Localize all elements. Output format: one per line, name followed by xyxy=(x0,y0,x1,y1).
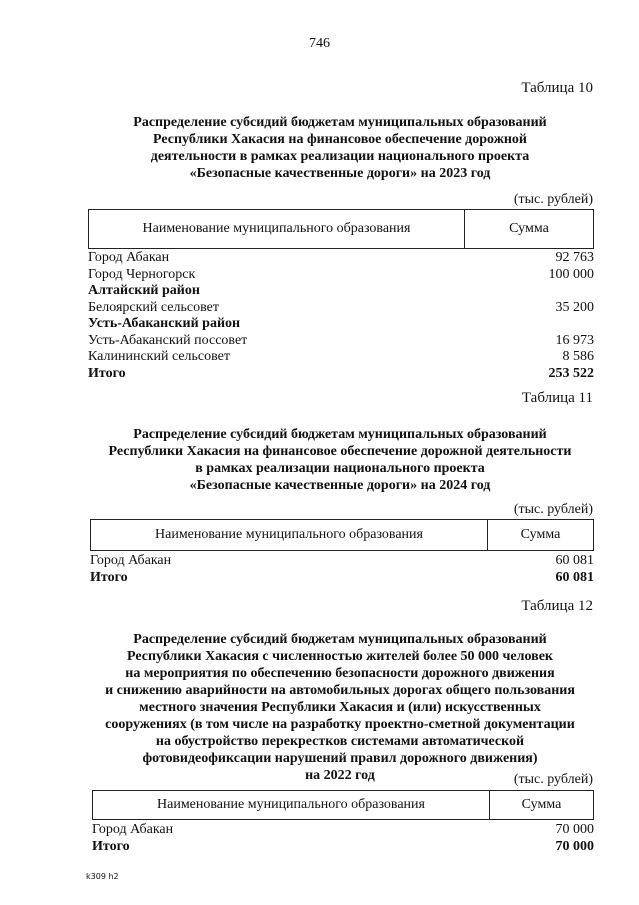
table-label: Таблица 12 xyxy=(521,598,593,614)
table-row-total: Итого 70 000 xyxy=(92,838,594,854)
table-row-total: Итого 253 522 xyxy=(88,365,594,381)
table-title: Распределение субсидий бюджетам муниципальных образований Республики Хакасия с численностью жителей более 50 000 человек на мероприятия по обеспечению безопасности дорожного движения и снижению аварийности на автомобильных дорогах общего пользования местного значения Республики Хакасия и (или) искусственных сооружениях (в том числе на разработку проектно-сметной документации на обустройство перекрестков системами автоматической фотовидеофиксации нарушений правил дорожного движения) на 2022 год xyxy=(105,632,575,783)
page-number: 746 xyxy=(309,36,330,51)
table-row-group: Усть-Абаканский район xyxy=(88,316,241,331)
table-row: Город Абакан 70 000 xyxy=(92,822,594,837)
column-header-name: Наименование муниципального образования xyxy=(89,210,465,249)
table-row: Белоярский сельсовет 35 200 xyxy=(88,299,594,315)
column-header-sum: Сумма xyxy=(465,210,594,249)
column-header-sum: Сумма xyxy=(490,791,594,820)
table-row: Город Абакан 92 763 xyxy=(88,250,594,265)
table-label: Таблица 11 xyxy=(521,390,593,406)
table-body xyxy=(90,553,594,586)
table-row: Город Абакан 60 081 xyxy=(90,553,594,568)
column-header-name: Наименование муниципального образования xyxy=(93,791,490,820)
units-label: (тыс. рублей) xyxy=(513,192,593,207)
table-row: Усть-Абаканский поссовет 16 973 xyxy=(88,332,594,348)
units-label: (тыс. рублей) xyxy=(513,502,593,517)
table-header xyxy=(90,519,594,551)
table-row-group: Алтайский район xyxy=(88,283,200,298)
table-body xyxy=(92,822,594,855)
column-header-sum: Сумма xyxy=(488,520,594,551)
table-row-total: Итого 60 081 xyxy=(90,569,594,585)
table-title: Распределение субсидий бюджетам муниципальных образований Республики Хакасия на финансовое обеспечение дорожной деятельности в рамках реализации национального проекта «Безопасные качественные дороги» на 2024 год xyxy=(108,427,572,493)
table-title: Распределение субсидий бюджетам муниципальных образований Республики Хакасия на финансовое обеспечение дорожной деятельности в рамках реализации национального проекта «Безопасные качественные дороги» на 2023 год xyxy=(133,115,547,181)
table-header xyxy=(92,790,594,820)
table-body xyxy=(88,250,594,382)
table-row: Калининский сельсовет 8 586 xyxy=(88,349,594,364)
units-label: (тыс. рублей) xyxy=(513,772,593,787)
table-label: Таблица 10 xyxy=(521,80,593,96)
footer-code: k309 h2 xyxy=(86,872,119,881)
column-header-name: Наименование муниципального образования xyxy=(91,520,488,551)
table-header xyxy=(88,209,594,249)
table-row: Город Черногорск 100 000 xyxy=(88,266,594,282)
